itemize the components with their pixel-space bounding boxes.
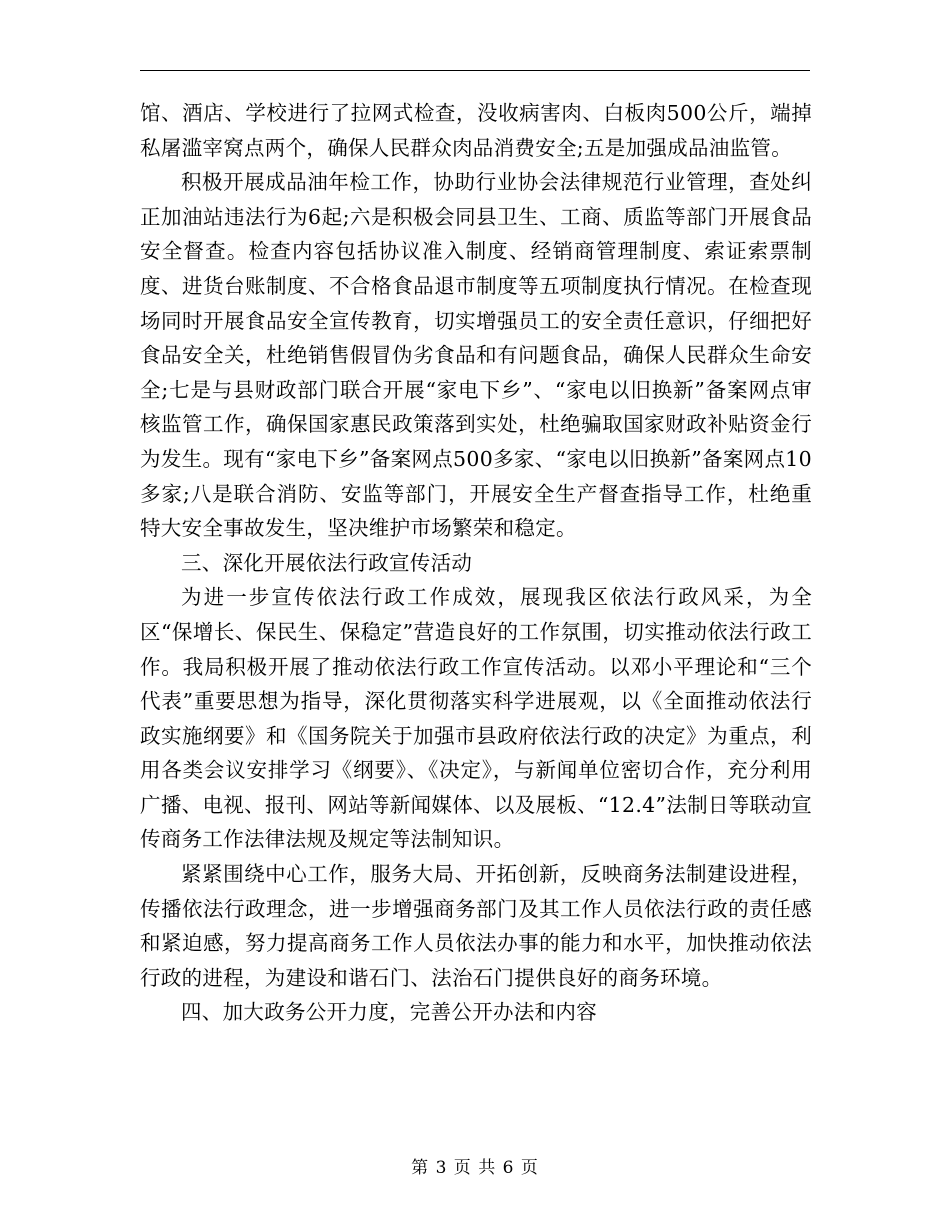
section-heading: 三、深化开展依法行政宣传活动	[181, 550, 473, 575]
section-heading: 四、加大政务公开力度，完善公开办法和内容	[181, 1000, 597, 1025]
page-footer: 第 3 页 共 6 页	[411, 1158, 539, 1178]
header-rule	[140, 70, 810, 71]
paragraph: 积极开展成品油年检工作，协助行业协会法律规范行业管理，查处纠正加油站违法行为6起;六是积极会同县卫生、工商、质监等部门开展食品安全督查。检查内容包括协议准入制度、经销商管理制度、索证索票制度、进货台账制度、不合格食品退市制度等五项制度执行情况。在检查现场同时开展食品安全宣传教育，切实增强员工的安全责任意识，仔细把好食品安全关，杜绝销售假冒伪劣食品和有问题食品，确保人民群众生命安全;七是与县财政部门联合开展“家电下乡”、“家电以旧换新”备案网点审核监管工作，确保国家惠民政策落到实处，杜绝骗取国家财政补贴资金行为发生。现有“家电下乡”备案网点500多家、“家电以旧换新”备案网点10多家;八是联合消防、安监等部门，开展安全生产督查指导工作，杜绝重特大安全事故发生，坚决维护市场繁荣和稳定。	[140, 170, 812, 541]
document-body	[140, 96, 812, 1030]
paragraph: 为进一步宣传依法行政工作成效，展现我区依法行政风采，为全区“保增长、保民生、保稳定”营造良好的工作氛围，切实推动依法行政工作。我局积极开展了推动依法行政工作宣传活动。以邓小平理论和“三个代表”重要思想为指导，深化贯彻落实科学进展观，以《全面推动依法行政实施纲要》和《国务院关于加强市县政府依法行政的决定》为重点，利用各类会议安排学习《纲要》、《决定》，与新闻单位密切合作，充分利用广播、电视、报刊、网站等新闻媒体、以及展板、“12.4”法制日等联动宣传商务工作法律法规及规定等法制知识。	[140, 585, 812, 852]
paragraph: 馆、酒店、学校进行了拉网式检查，没收病害肉、白板肉500公斤，端掉私屠滥宰窝点两个，确保人民群众肉品消费安全;五是加强成品油监管。	[140, 101, 812, 160]
paragraph: 紧紧围绕中心工作，服务大局、开拓创新，反映商务法制建设进程，传播依法行政理念，进一步增强商务部门及其工作人员依法行政的责任感和紧迫感，努力提高商务工作人员依法办事的能力和水平，加快推动依法行政的进程，为建设和谐石门、法治石门提供良好的商务环境。	[140, 862, 812, 990]
